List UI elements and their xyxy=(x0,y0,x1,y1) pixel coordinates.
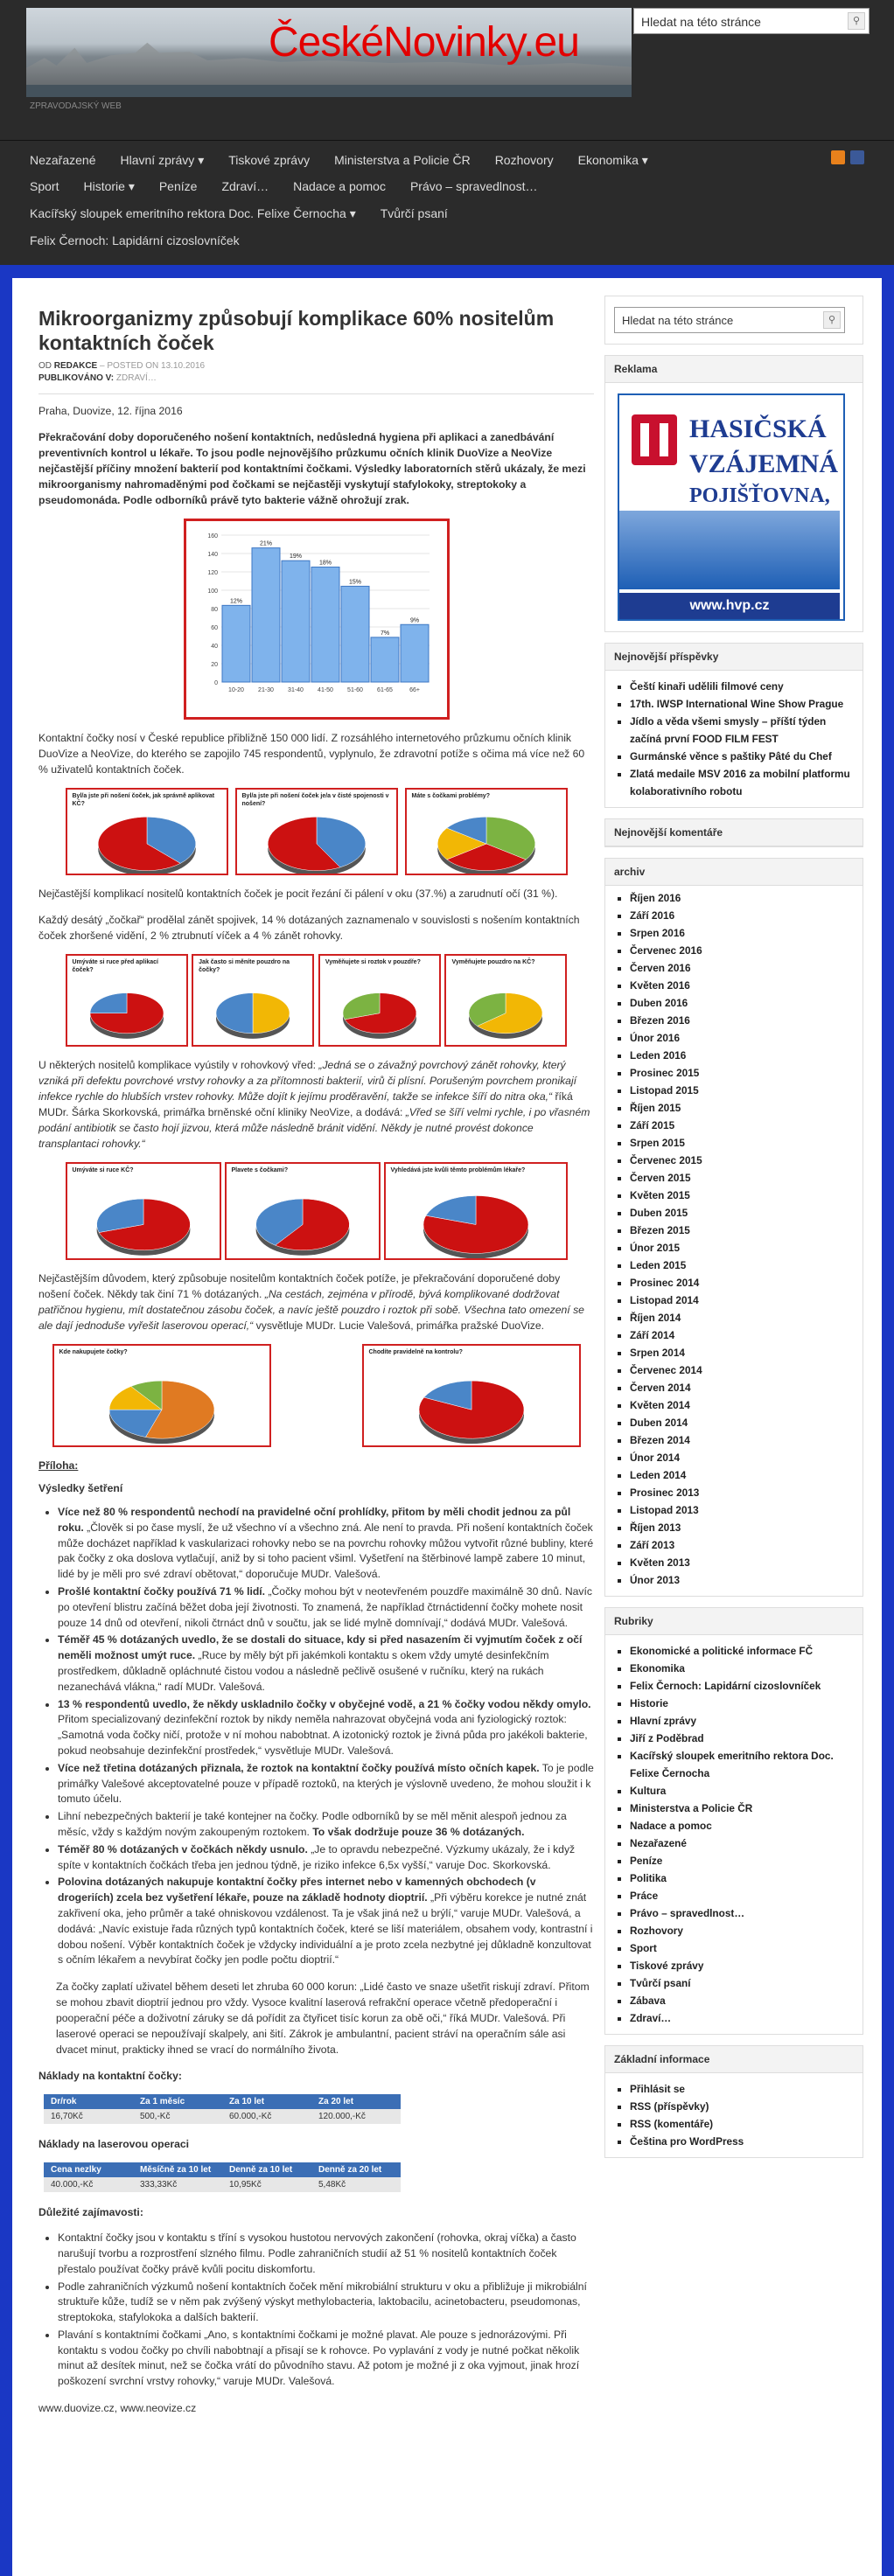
archive-link[interactable]: ▪ Červen 2016 xyxy=(630,959,854,977)
bar-data-label: 19% xyxy=(289,553,302,560)
pie-chart-title: Kde nakupujete čočky? xyxy=(59,1349,128,1355)
recent-comments-widget xyxy=(604,818,863,847)
archive-widget xyxy=(604,858,863,1597)
meta-by: OD xyxy=(38,361,52,371)
main-content-area xyxy=(12,278,882,2576)
ad-banner[interactable] xyxy=(618,393,845,621)
table-cell: 10,95Kč xyxy=(222,2177,311,2192)
pie-chart-title: Umýváte si ruce KČ? xyxy=(72,1167,134,1173)
paragraph-5 xyxy=(38,1057,594,1152)
result-text: Lihní nebezpečných bakterií je také kontejner na čočky. Podle odborníků by se měl měnit alespoň jednou za měsíc, vždy s každým novým zakoupeným roztokem. xyxy=(58,1810,567,1838)
category-link[interactable]: ▪ Rozhovory xyxy=(630,1922,854,1939)
result-highlight: Téměř 80 % dotázaných v čočkách někdy usnulo. xyxy=(58,1842,308,1855)
sidebar xyxy=(604,296,863,2169)
pie-chart-panel xyxy=(66,1162,221,1260)
p5-text-a: U některých nositelů komplikace vyústily v rohovkový vřed: xyxy=(38,1059,319,1071)
pie-chart-title: Byl/a jste při nošení čoček, jak správně aplikovat KČ? xyxy=(72,793,215,807)
pie-chart-row-3 xyxy=(66,1162,568,1260)
pie-slice xyxy=(90,993,127,1013)
histogram-bar xyxy=(282,560,310,682)
categories-list xyxy=(605,1635,863,2034)
nav-item[interactable]: Nadace a pomoc xyxy=(293,179,386,193)
histogram-bar xyxy=(401,624,429,682)
p5-text-b: říká MUDr. Šárka Skorkovská, primářka brněnské oční kliniky NeoVize, a dodává: xyxy=(38,1090,573,1118)
histogram-bar xyxy=(252,548,280,682)
contact-cost-heading: Náklady na kontaktní čočky: xyxy=(38,2070,182,2083)
result-item xyxy=(58,1697,594,1759)
post-article xyxy=(38,306,594,2426)
nav-item[interactable]: Rozhovory xyxy=(494,153,554,167)
archive-link[interactable]: ▪ Listopad 2015 xyxy=(630,1082,854,1099)
archive-link[interactable]: ▪ Únor 2015 xyxy=(630,1239,854,1257)
x-tick-label: 31-40 xyxy=(287,687,304,693)
x-tick-label: 51-60 xyxy=(346,687,363,693)
nav-item[interactable]: Ekonomika ▾ xyxy=(577,153,648,167)
sidebar-search-input[interactable] xyxy=(614,307,845,333)
recent-post-link[interactable]: ▪ Zlatá medaile MSV 2016 za mobilní platformu kolaborativního robotu xyxy=(630,765,854,800)
pie-chart-row-2 xyxy=(66,954,568,1047)
nav-item[interactable]: Felix Černoch: Lapidární cizoslovníček xyxy=(30,233,240,247)
pie-chart-panel xyxy=(66,954,188,1047)
nav-item[interactable]: Hlavní zprávy ▾ xyxy=(120,153,205,167)
result-text: „Při výběru korekce je nutné znát zakřivení oka, jeho průměr a také ohniskovou vzdálenost. Ta je však jiná než u brýlí,“ varuje MUDr. Valešová, a dodává: „Navíc existuje řada různých typů kontaktních čoček, které se liší materiálem, obsahem vody, kontrastní i dobou nošení. Výběr kontaktních čoček je vždycky individuální a je proto zcela nezbytné jej důkladně konzultovat s očním lékařem a nevybírat čočky jen podle počtu dioptrií.“ xyxy=(58,1891,593,1967)
pie-chart-panel xyxy=(52,1344,271,1447)
pie-svg xyxy=(386,1164,566,1258)
result-item xyxy=(58,1842,594,1874)
archive-link[interactable]: ▪ Září 2016 xyxy=(630,907,854,924)
pie-chart-row-1 xyxy=(66,788,568,875)
table-cell: 500,-Kč xyxy=(133,2109,222,2124)
archive-link[interactable]: ▪ Únor 2014 xyxy=(630,1449,854,1466)
laser-cost-heading: Náklady na laserovou operaci xyxy=(38,2138,190,2151)
y-tick-label: 160 xyxy=(206,533,218,540)
table-header-cell: Dr/rok xyxy=(44,2094,133,2109)
archive-link[interactable]: ▪ Listopad 2013 xyxy=(630,1501,854,1519)
pie-chart-panel xyxy=(405,788,568,875)
archive-list xyxy=(605,886,863,1596)
y-tick-label: 140 xyxy=(206,552,218,558)
contact-lens-cost-table xyxy=(44,2094,401,2124)
search-icon[interactable]: ⚲ xyxy=(823,311,841,329)
table-header-cell: Denně za 20 let xyxy=(311,2162,401,2177)
archive-link[interactable]: ▪ Říjen 2015 xyxy=(630,1099,854,1117)
archive-link[interactable]: ▪ Listopad 2014 xyxy=(630,1291,854,1309)
category-link[interactable]: ▪ Kacířský sloupek emeritního rektora Doc. Felixe Černocha xyxy=(630,1747,854,1782)
ad-widget-title: Reklama xyxy=(605,356,863,383)
pie-chart-panel xyxy=(235,788,398,875)
pie-chart-panel xyxy=(225,1162,381,1260)
bar-data-label: 18% xyxy=(318,560,332,567)
category-link[interactable]: ▪ Tiskové zprávy xyxy=(630,1957,854,1974)
pie-svg xyxy=(67,1164,220,1258)
category-link[interactable]: ▪ Ekonomické a politické informace FČ xyxy=(630,1642,854,1660)
search-placeholder: Hledat na této stránce xyxy=(641,15,761,29)
ad-widget xyxy=(604,355,863,632)
recent-posts-list xyxy=(605,671,863,807)
pie-svg xyxy=(364,1346,579,1445)
archive-link[interactable]: ▪ Květen 2014 xyxy=(630,1396,854,1414)
pie-svg xyxy=(320,956,439,1045)
archive-link[interactable]: ▪ Srpen 2016 xyxy=(630,924,854,942)
table-header-cell: Měsíčně za 10 let xyxy=(133,2162,222,2177)
divider xyxy=(38,393,594,394)
x-tick-label: 61-65 xyxy=(376,687,393,693)
table-cell: 16,70Kč xyxy=(44,2109,133,2124)
pie-svg xyxy=(193,956,312,1045)
meta-widget xyxy=(604,2045,863,2158)
pie-chart-panel xyxy=(318,954,441,1047)
result-item xyxy=(58,1584,594,1631)
archive-link[interactable]: ▪ Červen 2014 xyxy=(630,1379,854,1396)
table-header-cell: Cena nezlky xyxy=(44,2162,133,2177)
archive-link[interactable]: ▪ Prosinec 2014 xyxy=(630,1274,854,1291)
pie-chart-panel xyxy=(444,954,567,1047)
category-link[interactable]: ▪ Jiří z Poděbrad xyxy=(630,1730,854,1747)
pie-svg xyxy=(227,1164,379,1258)
table-header-row xyxy=(44,2162,401,2177)
recent-post-link[interactable]: ▪ Gurmánské věnce s paštiky Pâté du Chef xyxy=(630,748,854,765)
archive-link[interactable]: ▪ Srpen 2014 xyxy=(630,1344,854,1361)
category-link[interactable]: ▪ Nadace a pomoc xyxy=(630,1817,854,1835)
category-link[interactable]: ▪ Nezařazené xyxy=(630,1835,854,1852)
pie-chart-panel xyxy=(192,954,314,1047)
facts-list xyxy=(58,2231,594,2390)
nav-item[interactable]: Peníze xyxy=(158,179,198,193)
nav-item[interactable]: Nezařazené xyxy=(30,153,96,167)
y-tick-label: 100 xyxy=(206,588,218,595)
archive-link[interactable]: ▪ Květen 2013 xyxy=(630,1554,854,1571)
pie-chart-title: Chodíte pravidelně na kontrolu? xyxy=(368,1349,463,1355)
river-strip xyxy=(26,85,632,97)
site-title[interactable]: ČeskéNovinky.eu xyxy=(269,19,579,66)
category-link[interactable]: ▪ Hlavní zprávy xyxy=(630,1712,854,1730)
paragraph-7: Za čočky zaplatí uživatel během deseti let zhruba 60 000 korun: „Lidé často ve snaze ušetřit riskují zdraví. Přitom se mohou zbavit dioptrií jednou pro vždy. Vysoce kvalitní laserová refrakční operace včetně předoperační i pooperační péče a doživotní záruky se dá pořídit za čtyřicet tisíc korun za obě oči,“ říká MUDr. Valešová. Při laserové operaci se nepoužívají skalpely, ani šití. Zákrok je ambulantní, pacient stráví na operačním sále asi dvacet minut, prakticky ihned se vrací do normálního života. xyxy=(56,1981,590,2057)
category-link[interactable]: ▪ Historie xyxy=(630,1695,854,1712)
archive-link[interactable]: ▪ Březen 2014 xyxy=(630,1431,854,1449)
dateline: Praha, Duovize, 12. října 2016 xyxy=(38,405,183,417)
meta-author[interactable]: REDAKCE xyxy=(53,361,98,371)
category-link[interactable]: ▪ Zábava xyxy=(630,1992,854,2009)
x-tick-label: 66+ xyxy=(409,687,420,693)
recent-posts-title: Nejnovější příspěvky xyxy=(605,644,863,671)
paragraph-6 xyxy=(38,1271,594,1333)
histogram-bar xyxy=(341,586,369,682)
archive-link[interactable]: ▪ Duben 2014 xyxy=(630,1414,854,1431)
nav-item[interactable]: Kacířský sloupek emeritního rektora Doc. Felixe Černocha ▾ xyxy=(30,206,356,220)
archive-link[interactable]: ▪ Leden 2015 xyxy=(630,1257,854,1274)
bar-data-label: 12% xyxy=(229,598,242,605)
table-header-cell: Za 1 měsíc xyxy=(133,2094,222,2109)
nav-row-3 xyxy=(30,206,472,221)
p6-text-a: Nejčastějším důvodem, který způsobuje nositelům kontaktních čoček potíže, je překračování doporučené doby nošení čoček. Někdy tak činí 71 % dotázaných. xyxy=(38,1272,561,1300)
meta-list xyxy=(605,2073,863,2157)
result-text: „Člověk si po čase myslí, že už všechno ví a všechno zná. Ale není to pravda. Při nošení kontaktních čoček může docházet například k vaskularizaci rohovky nebo se na povrchu rohovky můžou vytvořit různé bubliny, které pak čočky z oka doslova vytlačují, aniž by si toho pacient všiml. Vyšetření na štěrbinové lampě zabere 10 minut, lidé by je měli pro své zdraví obětovat,“ doporučuje MUDr. Valešová. xyxy=(58,1521,594,1581)
main-navigation xyxy=(0,141,894,265)
category-link[interactable]: ▪ Peníze xyxy=(630,1852,854,1869)
fact-item: • Plavání s kontaktními čočkami „Ano, s kontaktními čočkami je možné plavat. Ale pouze s jednorázovými. Při kontaktu s vodou čočky po chvíli nabobtnají a přisají se k rohovce. Po vyplavání z vody je nutné počkat několik minut až desítek minut, než se čočka vrátí do původního stavu. Až potom je možné ji z oka vyjmout, jinak hrozí poškození svrchní vrstvy rohovky,“ varuje MUDr. Valešová. xyxy=(58,2328,594,2390)
pie-chart-title: Máte s čočkami problémy? xyxy=(411,793,490,799)
pie-svg xyxy=(67,956,186,1045)
archive-link[interactable]: ▪ Březen 2016 xyxy=(630,1012,854,1029)
nav-item[interactable]: Sport xyxy=(30,179,59,193)
pie-svg xyxy=(67,790,227,874)
paragraph-2: Kontaktní čočky nosí v České republice přibližně 150 000 lidí. Z rozsáhlého internetového průzkumu očních klinik DuoVize a NeoVize, do kterého se zapojilo 745 respondentů, vyplynulo, že zdravotní potíže s očima má více než 60 % uživatelů kontaktních čoček. xyxy=(38,732,585,776)
table-cell: 120.000,-Kč xyxy=(311,2109,401,2124)
result-text: Přitom specializovaný dezinfekční roztok by nikdy neměla nahrazovat obyčejná voda ani fyziologický roztok: „Samotná voda čočky ničí, protože v ní mohou nabobtnat. A izotonický roztok je živná půda pro jakékoli bakterie, pokud neobsahuje dezinfekční prostředek,“ vysvětluje MUDr. Valešová. xyxy=(58,1713,588,1757)
archive-link[interactable]: ▪ Červen 2015 xyxy=(630,1169,854,1187)
pie-svg xyxy=(446,956,565,1045)
meta-link[interactable]: ▪ Přihlásit se xyxy=(630,2080,854,2098)
result-highlight: Více než třetina dotázaných přiznala, že roztok na kontaktní čočky používá místo očních kapek. xyxy=(58,1761,540,1774)
archive-link[interactable]: ▪ Červenec 2015 xyxy=(630,1152,854,1169)
logo-stroke xyxy=(660,423,668,456)
result-text: „Čočky mohou být v neotevřeném pouzdře maximálně 30 dnů. Navíc po otevření blistru začíná běžet doba její životnosti. To znamená, že například čtrnáctidenní čočky mohete nosit pouze 14 dnů od otevření, nikoli čtrnáct dnů v součtu, jak se lidé mylně domnívají,“ dodává MUDr. Valešová. xyxy=(58,1584,592,1629)
y-tick-label: 60 xyxy=(210,625,218,631)
fact-item: • Kontaktní čočky jsou v kontaktu s tříní s vysokou hustotou nervových zakončení (rohovka, okraj víčka) a často narušují tvorbu a rozprostření slzného filmu. Podle zahraničních studií až 51 % nositelů kontaktních čoček přestalo používat čočky právě kvůli pocitu diskomfortu. xyxy=(58,2231,594,2277)
y-tick-label: 40 xyxy=(210,644,218,650)
recent-comments-title: Nejnovější komentáře xyxy=(605,819,863,846)
search-icon[interactable]: ⚲ xyxy=(848,12,865,30)
archive-link[interactable]: ▪ Říjen 2013 xyxy=(630,1519,854,1536)
table-cell: 60.000,-Kč xyxy=(222,2109,311,2124)
category-link[interactable]: ▪ Politika xyxy=(630,1869,854,1887)
nav-item[interactable]: Zdraví… xyxy=(221,179,269,193)
category-link[interactable]: ▪ Právo – spravedlnost… xyxy=(630,1904,854,1922)
pie-svg xyxy=(407,790,566,874)
archive-link[interactable]: ▪ Únor 2016 xyxy=(630,1029,854,1047)
histogram-bar xyxy=(222,605,250,682)
table-header-cell: Denně za 10 let xyxy=(222,2162,311,2177)
post-title[interactable]: Mikroorganizmy způsobují komplikace 60% nositelům kontaktních čoček xyxy=(38,307,555,354)
meta-link[interactable]: ▪ RSS (příspěvky) xyxy=(630,2098,854,2115)
result-item xyxy=(58,1809,594,1841)
result-item xyxy=(58,1761,594,1807)
category-link[interactable]: ▪ Tvůrčí psaní xyxy=(630,1974,854,1992)
meta-title: Základní informace xyxy=(605,2046,863,2073)
bar-data-label: 7% xyxy=(380,630,389,637)
histogram-bar xyxy=(371,637,399,682)
pie-chart-title: Vyhledává jste kvůli těmto problémům lékaře? xyxy=(390,1167,526,1173)
x-tick-label: 10-20 xyxy=(227,687,244,693)
nav-item[interactable]: Právo – spravedlnost… xyxy=(409,179,538,193)
p6-quote: „Na cestách, zejména v přírodě, bývá komplikované dodržovat patřičnou hygienu, mít dostatečnou zásobu čoček, a navíc ještě pouzdro i roztok při sobě. Všechna tato omezení se ale dají jednoduše vyřešit laserovou operací,“ xyxy=(38,1288,584,1332)
ad-line-1: HASIČSKÁ xyxy=(689,414,827,443)
result-highlight: To však dodržuje pouze 36 % dotázaných. xyxy=(312,1825,525,1838)
pie-chart-title: Vyměňujete pouzdro na KČ? xyxy=(451,959,535,965)
pie-svg xyxy=(54,1346,269,1445)
results-heading: Výsledky šetření xyxy=(38,1482,123,1494)
pie-svg xyxy=(237,790,396,874)
result-highlight: Polovina dotázaných nakupuje kontaktní čočky přes internet nebo v kamenných obchodech (v drogeriích) zcela bez vyšetření lékaře, pouze na základě hodnoty dioptrií. xyxy=(58,1876,536,1904)
table-header-cell: Za 10 let xyxy=(222,2094,311,2109)
categories-widget xyxy=(604,1607,863,2035)
x-tick-label: 21-30 xyxy=(257,687,274,693)
archive-link[interactable]: ▪ Červenec 2016 xyxy=(630,942,854,959)
table-cell: 40.000,-Kč xyxy=(44,2177,133,2192)
age-histogram-chart xyxy=(184,519,450,720)
nav-item[interactable]: Historie ▾ xyxy=(83,179,135,193)
insurance-logo-icon xyxy=(632,414,677,465)
result-text: To je podle primářky Valešové akceptovatelné pouze v případě roztoků, na kterých je výslovně uvedeno, že mohou sloužit i k tomuto účelu. xyxy=(58,1761,594,1806)
y-tick-label: 20 xyxy=(210,662,218,668)
fact-item: • Podle zahraničních výzkumů nošení kontaktních čoček mění mikrobiální strukturu v oku a přibližuje ji mikrobiální struktuře kůže, tudíž se v něm pak zvýšený výskyt methylobacteria, laktobacilu, acinetobacteru, pseudomonas, streptokoka, stafylokoka a dalších bakterií. xyxy=(58,2280,594,2326)
result-text: „Ruce by měly být při jakémkoli kontaktu s okem vždy umyté desinfekčním prostředkem, důkladně opláchnuté čistou vodou a následně pečlivě osušené v ručníku, který na rukách nezanechává vlákna,“ radí MUDr. Valešová. xyxy=(58,1649,549,1693)
archive-link[interactable]: ▪ Duben 2016 xyxy=(630,994,854,1012)
nav-row-1 xyxy=(30,153,673,168)
recent-post-link[interactable]: ▪ Jídlo a věda všemi smysly – příští týden začíná první FOOD FILM FEST xyxy=(630,713,854,748)
archive-link[interactable]: ▪ Říjen 2016 xyxy=(630,889,854,907)
bar-data-label: 15% xyxy=(348,579,361,586)
meta-link[interactable]: ▪ Čeština pro WordPress xyxy=(630,2133,854,2150)
attachment-heading: Příloha: xyxy=(38,1459,79,1472)
x-tick-label: 41-50 xyxy=(317,687,333,693)
ad-line-3: POJIŠŤOVNA, xyxy=(689,484,830,507)
category-link[interactable]: ▪ Zdraví… xyxy=(630,2009,854,2027)
y-tick-label: 0 xyxy=(213,680,218,686)
archive-link[interactable]: ▪ Červenec 2014 xyxy=(630,1361,854,1379)
nav-item[interactable]: Tiskové zprávy xyxy=(228,153,311,167)
histogram-svg xyxy=(186,521,447,717)
recent-post-link[interactable]: ▪ 17th. IWSP International Wine Show Prague xyxy=(630,695,854,713)
category-link[interactable]: ▪ Kultura xyxy=(630,1782,854,1800)
meta-published: PUBLIKOVÁNO V: xyxy=(38,373,115,383)
site-description: ZPRAVODAJSKÝ WEB xyxy=(30,101,122,111)
result-highlight: Více než 80 % respondentů nechodí na pravidelné oční prohlídky, přitom by měli chodit jednou za půl roku. xyxy=(58,1506,571,1534)
categories-title: Rubriky xyxy=(605,1608,863,1635)
ad-sky-graphic xyxy=(619,511,840,589)
category-link[interactable]: ▪ Ekonomika xyxy=(630,1660,854,1677)
p5-quote-a: „Jedná se o závažný povrchový zánět rohovky, který vzniká při defektu povrchové vrstvy rohovky a za přítomnosti bakterií, virů či plísní. Porušeným povrchem pronikají infekce rychle do hlubších vrstev rohovky. Může dojít k jejímu proděravění, takže se infekce šíří do nitra oka,“ xyxy=(38,1059,577,1103)
pie-chart-title: Vyměňujete si roztok v pouzdře? xyxy=(325,959,421,965)
archive-link[interactable]: ▪ Březen 2015 xyxy=(630,1222,854,1239)
y-tick-label: 120 xyxy=(206,570,218,576)
nav-item[interactable]: Ministerstva a Policie ČR xyxy=(334,153,471,167)
archive-link[interactable]: ▪ Říjen 2014 xyxy=(630,1309,854,1326)
p5-quote-b: „Vřed se šíří velmi rychle, i po vřasném podání antibiotik se často hojí jizvou, která může následně bránit vidění. Někdy je nutné provést dokonce transplantaci rohovky.“ xyxy=(38,1106,590,1150)
table-row xyxy=(44,2177,401,2192)
result-text: „Je to opravdu nebezpečné. Výzkumy ukázaly, že i když spíte v kontaktních čočkách třeba jen jednou týdně, je riziko infekce 6,5x vyšší,“ varuje Doc. Skorkovská. xyxy=(58,1842,576,1871)
pie-chart-title: Byl/a jste při nošení čoček je/a v čisté spojenosti v nošení? xyxy=(241,793,389,807)
archive-link[interactable]: ▪ Září 2014 xyxy=(630,1326,854,1344)
archive-link[interactable]: ▪ Leden 2016 xyxy=(630,1047,854,1064)
pie-chart-panel xyxy=(66,788,228,875)
rss-icon[interactable] xyxy=(831,150,845,164)
header-search-input[interactable] xyxy=(633,8,870,34)
sidebar-search-placeholder: Hledat na této stránce xyxy=(622,314,734,327)
archive-title: archiv xyxy=(605,859,863,886)
archive-link[interactable]: ▪ Srpen 2015 xyxy=(630,1134,854,1152)
result-item xyxy=(58,1875,594,1968)
archive-link[interactable]: ▪ Září 2015 xyxy=(630,1117,854,1134)
pie-chart-panel xyxy=(362,1344,581,1447)
laser-operation-cost-table xyxy=(44,2162,401,2192)
post-meta xyxy=(38,360,594,385)
pie-chart-row-4 xyxy=(52,1344,581,1447)
site-header xyxy=(0,0,894,141)
paragraph-3: Nejčastější komplikací nositelů kontaktních čoček je pocit řezání či pálení v oku (37.%) a zarudnutí očí (31 %). xyxy=(38,888,558,900)
category-link[interactable]: ▪ Felix Černoch: Lapidární cizoslovníček xyxy=(630,1677,854,1695)
bar-data-label: 21% xyxy=(259,540,272,547)
pie-chart-title: Umýváte si ruce před aplikací čoček? xyxy=(72,959,158,973)
table-row xyxy=(44,2109,401,2124)
paragraph-4: Každý desátý „čočkař“ prodělal zánět spojivek, 14 % dotázaných zaznamenalo v souvislosti s nošením kontaktních čoček zhoršené vidění, 2 % ztrubnutí víček a 4 % zánět rohovky. xyxy=(38,914,580,942)
lead-paragraph: Překračování doby doporučeného nošení kontaktních, nedůsledná hygiena při aplikaci a zanedbávání preventivních kontrol u lékaře. To jsou podle nejnovějšího průzkumu očních klinik DuoVize a NeoVize nejčastější příčiny množení bakterií pod kontaktními čočkami. Výsledky laboratorních stěrů ukázaly, že mezi mikroorganismy nahromaděnými pod čočkami se nejčastěji vyskytují stafylokoky, streptokoky a pseudomonáda. Podle odborníků právě tyto bakterie vážně ohrožují zrak. xyxy=(38,431,586,506)
archive-link[interactable]: ▪ Květen 2015 xyxy=(630,1187,854,1204)
archive-link[interactable]: ▪ Květen 2016 xyxy=(630,977,854,994)
category-link[interactable]: ▪ Práce xyxy=(630,1887,854,1904)
result-item xyxy=(58,1633,594,1695)
meta-posted: – POSTED ON 13.10.2016 xyxy=(100,361,206,371)
result-item xyxy=(58,1505,594,1583)
category-link[interactable]: ▪ Sport xyxy=(630,1939,854,1957)
table-header-row xyxy=(44,2094,401,2109)
table-cell: 5,48Kč xyxy=(311,2177,401,2192)
archive-link[interactable]: ▪ Leden 2014 xyxy=(630,1466,854,1484)
archive-link[interactable]: ▪ Září 2013 xyxy=(630,1536,854,1554)
y-tick-label: 80 xyxy=(210,607,218,613)
nav-row-2 xyxy=(30,179,562,194)
recent-post-link[interactable]: ▪ Čeští kinaři udělili filmové ceny xyxy=(630,678,854,695)
pie-chart-title: Plavete s čočkami? xyxy=(231,1167,289,1173)
pie-chart-panel xyxy=(384,1162,568,1260)
sources-footer: www.duovize.cz, www.neovize.cz xyxy=(38,2402,197,2415)
table-cell: 333,33Kč xyxy=(133,2177,222,2192)
ad-line-2: VZÁJEMNÁ xyxy=(689,449,838,478)
archive-link[interactable]: ▪ Únor 2013 xyxy=(630,1571,854,1589)
result-highlight: 13 % respondentů uvedlo, že někdy uskladnilo čočky v obyčejné vodě, a 21 % čočky vodou někdy omylo. xyxy=(58,1697,591,1710)
table-header-cell: Za 20 let xyxy=(311,2094,401,2109)
nav-item[interactable]: Tvůrčí psaní xyxy=(380,206,448,220)
facts-heading: Důležité zajímavosti: xyxy=(38,2206,143,2219)
meta-link[interactable]: ▪ RSS (komentáře) xyxy=(630,2115,854,2133)
recent-posts-widget xyxy=(604,643,863,808)
archive-link[interactable]: ▪ Prosinec 2013 xyxy=(630,1484,854,1501)
results-list xyxy=(58,1505,594,1968)
search-widget xyxy=(604,296,863,345)
header-banner-image[interactable] xyxy=(26,8,632,97)
ad-url: www.hvp.cz xyxy=(619,593,840,619)
histogram-bar xyxy=(311,567,339,682)
category-link[interactable]: ▪ Ministerstva a Policie ČR xyxy=(630,1800,854,1817)
result-highlight: Téměř 45 % dotázaných uvedlo, že se dostali do situace, kdy si před nasazením či vyjmutím čoček z očí neměli možnost umýt ruce. xyxy=(58,1633,583,1662)
nav-row-4 xyxy=(30,233,264,247)
facebook-icon[interactable] xyxy=(850,150,864,164)
result-highlight: Prošlé kontaktní čočky používá 71 % lidí. xyxy=(58,1584,266,1598)
pie-chart-title: Jak často si měníte pouzdro na čočky? xyxy=(199,959,290,973)
logo-stroke xyxy=(640,423,649,456)
archive-link[interactable]: ▪ Duben 2015 xyxy=(630,1204,854,1222)
meta-category[interactable]: ZDRAVÍ… xyxy=(115,373,157,383)
bar-data-label: 9% xyxy=(409,617,419,624)
p6-text-b: vysvětluje MUDr. Lucie Valešová, primářka pražské DuoVize. xyxy=(253,1319,545,1332)
archive-link[interactable]: ▪ Prosinec 2015 xyxy=(630,1064,854,1082)
